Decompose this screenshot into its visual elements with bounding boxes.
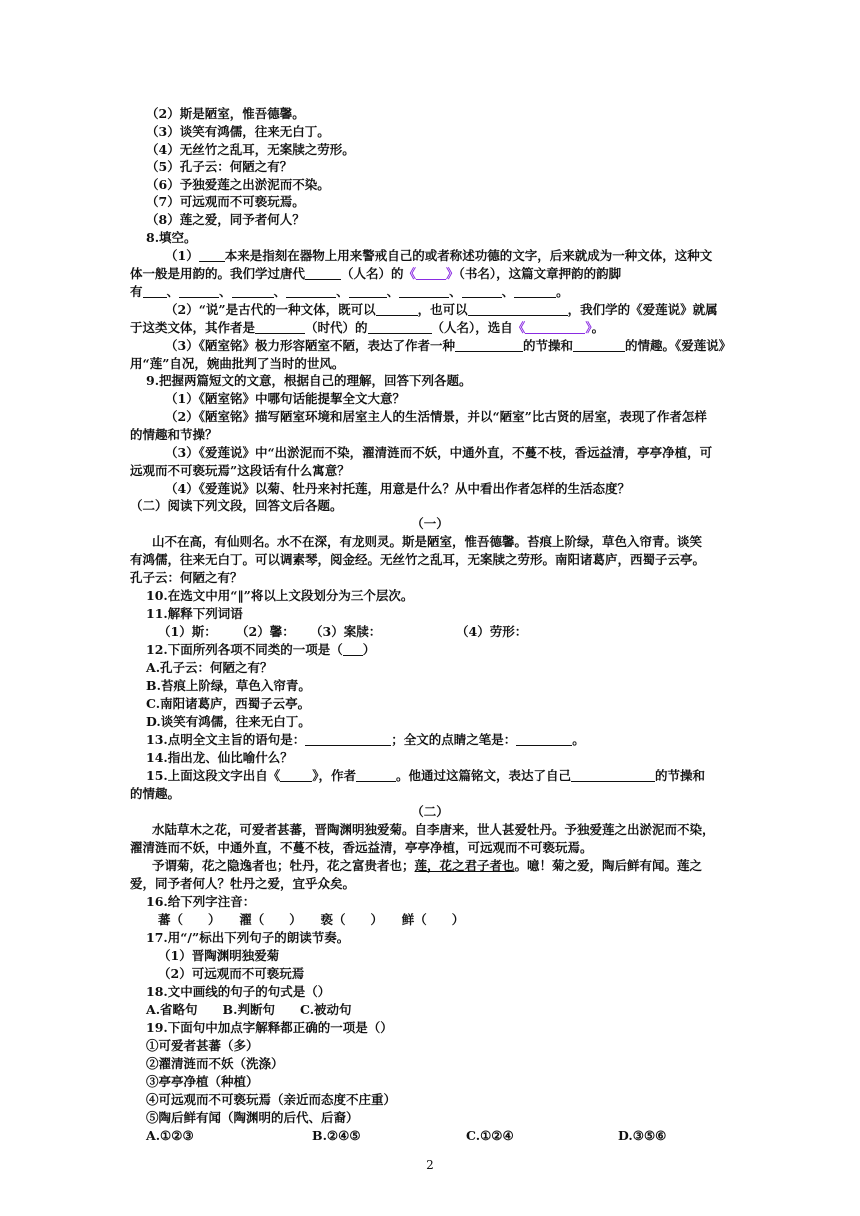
q8-line-2: 体一般是用韵的。我们学过唐代 （人名）的《 》（书名），这篇文章押韵的韵脚 <box>130 266 622 281</box>
q19-item-2: ②濯清涟而不妖（洗涤） <box>146 1056 284 1071</box>
part1-para-line-2: 有鸿儒，往来无白丁。可以调素琴，阅金经。无丝竹之乱耳，无案牍之劳形。南阳诸葛庐，西蜀子云亭。 <box>130 552 706 567</box>
q10: 10.在选文中用“‖”将以上文段划分为三个层次。 <box>146 588 414 603</box>
q9-item-1: （1）《陋室铭》中哪句话能提挈全文大意？ <box>165 391 405 406</box>
q9-item-3-cont: 远观而不可亵玩焉”这段话有什么寓意？ <box>130 463 350 478</box>
q8-line-5: 于这类文体，其作者是 （时代）的 （人名），选自《 》。 <box>130 320 605 335</box>
q14: 14.指出龙、仙比喻什么？ <box>146 750 293 765</box>
page-number: 2 <box>426 1158 434 1172</box>
q18-options: A.省略句 B.判断句 C.被动句 <box>146 1002 352 1017</box>
quote-line-2: （2）斯是陋室，惟吾德馨。 <box>146 106 305 121</box>
q8-line-6: （3）《陋室铭》极力形容陋室不陋，表达了作者一种 的节操和 的情趣。《爱莲说》 <box>165 338 732 353</box>
q12-title: 12.下面所列各项不同类的一项是（ ） <box>146 642 376 657</box>
section-heading: （二）阅读下列文段，回答文后各题。 <box>130 498 343 513</box>
q19-title: 19.下面句中加点字解释都正确的一项是（） <box>146 1020 393 1035</box>
quote-line-6: （6）予独爱莲之出淤泥而不染。 <box>146 177 330 192</box>
quote-line-7: （7）可远观而不可亵玩焉。 <box>146 194 305 209</box>
q19-item-1: ①可爱者甚蕃（多） <box>146 1038 259 1053</box>
q13: 13.点明全文主旨的语句是： ；全文的点睛之笔是： 。 <box>146 732 585 747</box>
q12-option-b: B.苔痕上阶绿，草色入帘青。 <box>146 678 311 693</box>
part2-para-line-1: 水陆草木之花，可爱者甚蕃，晋陶渊明独爱菊。自李唐来，世人甚爱牡丹。予独爱莲之出淤泥而不染， <box>152 822 715 837</box>
q11-title: 11.解释下列词语 <box>146 606 243 621</box>
q19-item-4: ④可远观而不可亵玩焉（亲近而态度不庄重） <box>146 1092 397 1107</box>
quote-line-5: （5）孔子云：何陋之有？ <box>146 159 293 174</box>
part2-heading: （二） <box>411 804 449 819</box>
part2-para-line-3: 予谓菊，花之隐逸者也；牡丹，花之富贵者也；莲，花之君子者也。噫！菊之爱，陶后鲜有闻。莲之 <box>152 858 703 873</box>
q8-line-4: （2）“说”是古代的一种文体，既可以 ，也可以 ，我们学的《爱莲说》就属 <box>165 302 718 317</box>
q19-option-c: C.①②④ <box>466 1128 514 1143</box>
q8-line-7: 用“莲”自况，婉曲批判了当时的世风。 <box>130 356 345 371</box>
quote-line-8: （8）莲之爱，同予者何人？ <box>146 212 305 227</box>
q19-item-5: ⑤陶后鲜有闻（陶渊明的后代、后裔） <box>146 1110 359 1125</box>
q19-item-3: ③亭亭净植（种植） <box>146 1074 259 1089</box>
q19-option-a: A.①②③ <box>146 1128 194 1143</box>
q15-line-1: 15.上面这段文字出自《 》，作者 。他通过这篇铭文，表达了自己 的节操和 <box>146 768 706 783</box>
q9-item-3: （3）《爱莲说》中“出淤泥而不染，濯清涟而不妖，中通外直，不蔓不枝，香远益清，亭亭净植，可 <box>165 445 713 460</box>
q9-item-2-cont: 的情趣和节操？ <box>130 427 218 442</box>
q11-item-3: （3）案牍： <box>310 624 382 639</box>
q12-option-d: D.谈笑有鸿儒，往来无白丁。 <box>146 714 311 729</box>
q18-title: 18.文中画线的句子的句式是（） <box>146 984 331 999</box>
q17-item-2: （2）可远观而不可亵玩焉 <box>158 966 305 981</box>
q19-option-b: B.②④⑤ <box>312 1128 361 1143</box>
part2-para-line-2: 濯清涟而不妖，中通外直，不蔓不枝，香远益清，亭亭净植，可远观而不可亵玩焉。 <box>130 840 593 855</box>
q11-item-1: （1）斯： <box>158 624 217 639</box>
q17-item-1: （1）晋陶渊明独爱菊 <box>158 948 280 963</box>
q9-item-4: （4）《爱莲说》以菊、牡丹来衬托莲，用意是什么？从中看出作者怎样的生活态度？ <box>165 481 630 496</box>
q11-item-2: （2）馨： <box>236 624 295 639</box>
q12-option-c: C.南阳诸葛庐，西蜀子云亭。 <box>146 696 311 711</box>
q12-option-a: A.孔子云：何陋之有？ <box>146 660 273 675</box>
q8-title: 8.填空。 <box>146 230 197 245</box>
quote-line-3: （3）谈笑有鸿儒，往来无白丁。 <box>146 124 330 139</box>
q19-option-d: D.③⑤⑥ <box>618 1128 667 1143</box>
quote-line-4: （4）无丝竹之乱耳，无案牍之劳形。 <box>146 142 355 157</box>
q8-line-1: （1） 本来是指刻在器物上用来警戒自己的或者称述功德的文字，后来就成为一种文体，这种文 <box>165 248 713 263</box>
q9-item-2: （2）《陋室铭》描写陋室环境和居室主人的生活情景，并以“陋室”比古贤的居室，表现了作者怎样 <box>165 409 707 424</box>
q15-line-2: 的情趣。 <box>130 786 181 801</box>
underlined-sentence: 莲，花之君子者也 <box>414 858 515 873</box>
part1-para-line-1: 山不在高，有仙则名。水不在深，有龙则灵。斯是陋室，惟吾德馨。苔痕上阶绿，草色入帘青。谈笑 <box>152 534 703 549</box>
q16-items: 蕃（ ） 濯（ ） 亵（ ） 鲜（ ） <box>158 912 465 927</box>
q9-title: 9.把握两篇短文的文意，根据自己的理解，回答下列各题。 <box>146 373 472 388</box>
q17-title: 17.用“/”标出下列句子的朗读节奏。 <box>146 930 350 945</box>
part1-para-line-3: 孔子云：何陋之有？ <box>130 570 243 585</box>
part2-para-line-4: 爱，同予者何人？牡丹之爱，宜乎众矣。 <box>130 876 356 891</box>
q11-item-4: （4）劳形： <box>456 624 528 639</box>
q8-line-3: 有 、 、 、 、 、 、 、 。 <box>130 284 569 299</box>
part1-heading: （一） <box>411 516 449 531</box>
q16-title: 16.给下列字注音： <box>146 894 256 909</box>
